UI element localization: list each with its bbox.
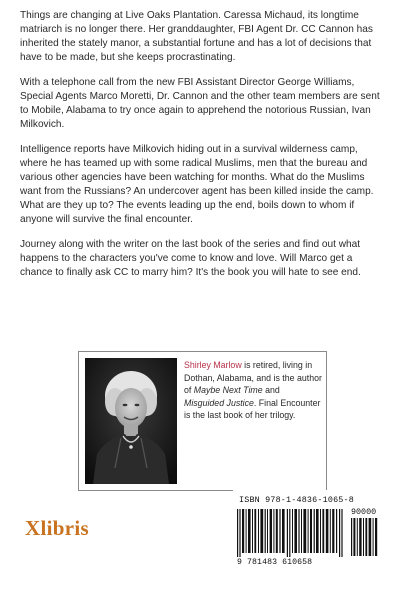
book-blurb [20,9,382,291]
blurb-paragraph-3: Intelligence reports have Milkovich hiding out in a survival wilderness camp, where he has teamed up with some radical Muslims, men that the bureau and various other agencies have been watching for months. What do the Muslims want from the Russians? An undercover agent has been killed inside the camp. What are they up to? The events leading up the end, boils down to whom if anyone will survive the final encounter. [20,144,374,225]
book-title-2: Misguided Justice [184,397,254,408]
price-code: 90000 [351,507,377,517]
author-bio-text-1: is retired, living in Dothan, Alabama, and is the author of [184,360,322,396]
author-photo [85,358,177,484]
author-bio [184,359,322,422]
author-name: Shirley Marlow [184,360,242,370]
book-title-1: Maybe Next Time [193,385,263,396]
isbn-label: ISBN 978-1-4836-1065-8 [239,495,354,505]
author-bio-text-2: . Final Encounter is the last book of her trilogy. [184,397,321,421]
blurb-paragraph-1: Things are changing at Live Oaks Plantation. Caressa Michaud, its longtime matriarch is no longer there. Her granddaughter, FBI Agent Dr. CC Cannon has inherited the stately manor, a substantial fortune and has a lot of decisions that have to be made, but she keeps procrastinating. [20,10,373,63]
author-bio-box [78,351,327,491]
ean-barcode [237,509,347,557]
author-bio-and: and [262,385,280,396]
barcode-digits: 9 781483 610658 [237,558,313,567]
xlibris-logo: Xlibris [25,516,89,540]
blurb-paragraph-4: Journey along with the writer on the last book of the series and find out what happens to the characters you've come to know and love. Will Marco get a chance to finally ask CC to marry him? It's the book you will hate to see end. [20,239,361,278]
blurb-paragraph-2: With a telephone call from the new FBI Assistant Director George Williams, Special Agents Marco Moretti, Dr. Cannon and the other team members are sent to Mobile, Alabama to try once again to apprehend the notorious Russian, Ivan Milkovich. [20,77,380,130]
isbn-barcode-block [233,490,383,572]
price-addon-barcode [351,518,379,556]
